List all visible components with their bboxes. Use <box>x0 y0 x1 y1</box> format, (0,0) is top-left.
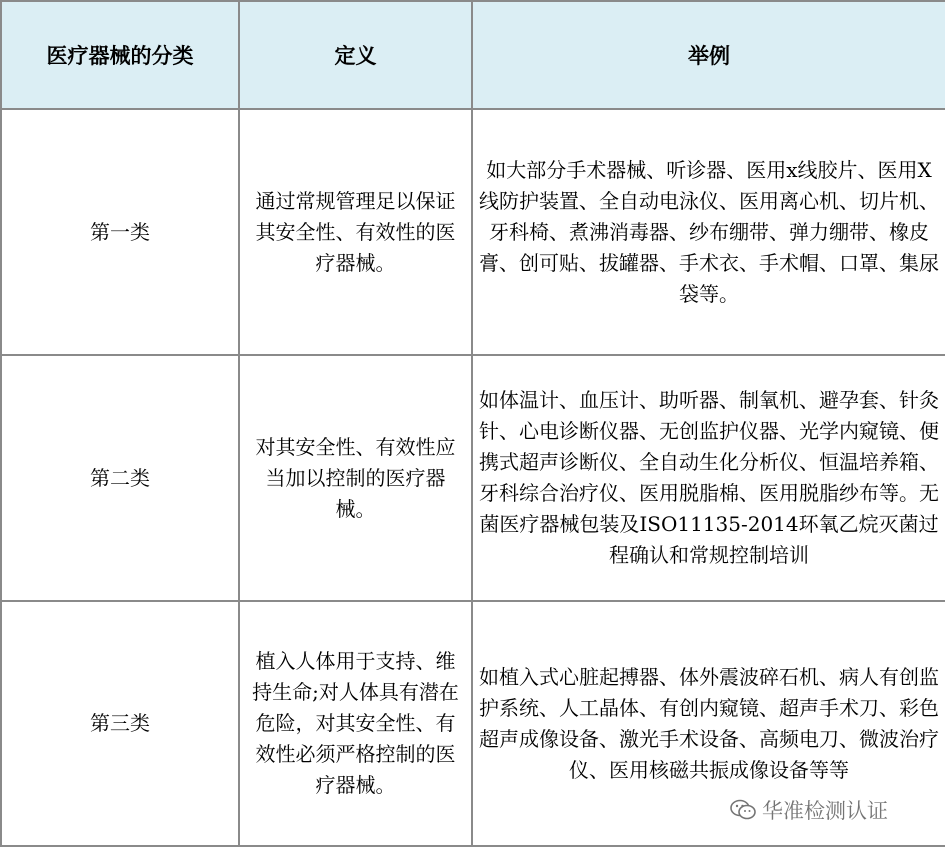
definition-cell: 对其安全性、有效性应当加以控制的医疗器械。 <box>239 355 472 601</box>
watermark <box>730 795 888 825</box>
table-row <box>1 109 945 355</box>
definition-cell: 植入人体用于支持、维持生命;对人体具有潜在危险，对其安全性、有效性必须严格控制的医疗器械。 <box>239 601 472 846</box>
category-cell: 第一类 <box>1 109 239 355</box>
header-examples: 举例 <box>472 1 945 109</box>
wechat-icon <box>730 799 756 821</box>
header-definition: 定义 <box>239 1 472 109</box>
watermark-text: 华准检测认证 <box>762 799 888 823</box>
header-category: 医疗器械的分类 <box>1 1 239 109</box>
examples-cell: 如大部分手术器械、听诊器、医用x线胶片、医用X线防护装置、全自动电泳仪、医用离心机、切片机、牙科椅、煮沸消毒器、纱布绷带、弹力绷带、橡皮膏、创可贴、拔罐器、手术衣、手术帽、口罩、集尿袋等。 <box>472 109 945 355</box>
category-cell: 第三类 <box>1 601 239 846</box>
examples-cell: 如植入式心脏起搏器、体外震波碎石机、病人有创监护系统、人工晶体、有创内窥镜、超声手术刀、彩色超声成像设备、激光手术设备、高频电刀、微波治疗仪、医用核磁共振成像设备等等 <box>472 601 945 846</box>
table-row <box>1 355 945 601</box>
category-cell: 第二类 <box>1 355 239 601</box>
header-row <box>1 1 945 109</box>
examples-cell: 如体温计、血压计、助听器、制氧机、避孕套、针灸针、心电诊断仪器、无创监护仪器、光学内窥镜、便携式超声诊断仪、全自动生化分析仪、恒温培养箱、牙科综合治疗仪、医用脱脂棉、医用脱脂纱布等。无菌医疗器械包装及ISO11135-2014环氧乙烷灭菌过程确认和常规控制培训 <box>472 355 945 601</box>
definition-cell: 通过常规管理足以保证其安全性、有效性的医疗器械。 <box>239 109 472 355</box>
